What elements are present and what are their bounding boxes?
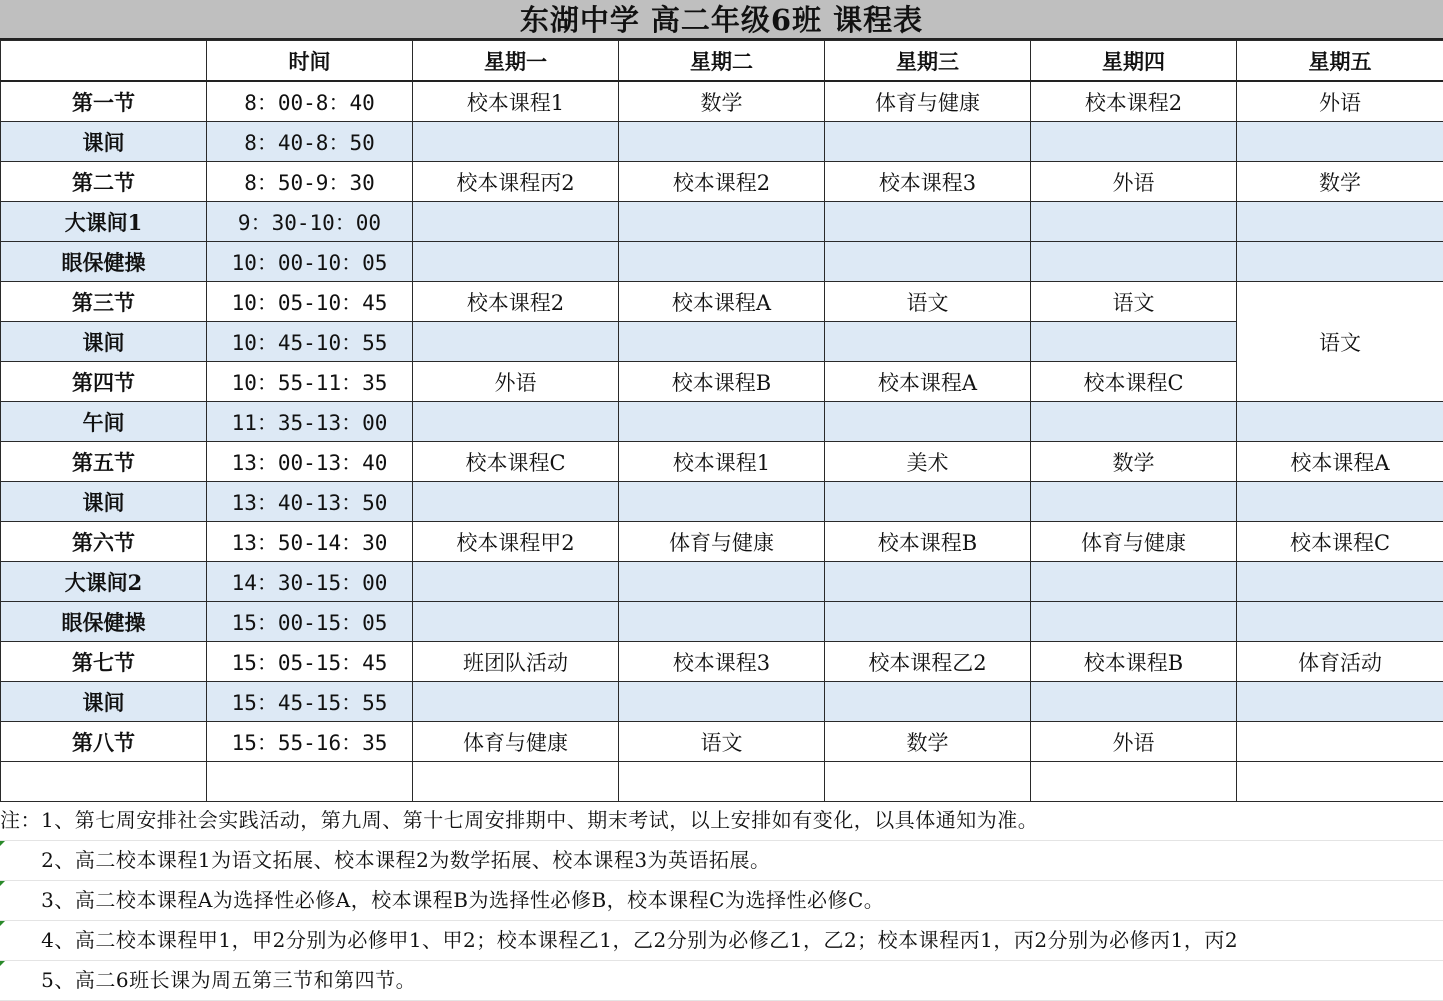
course-cell-tuesday (619, 322, 825, 362)
course-cell-monday: 校本课程1 (413, 81, 619, 122)
period-time: 10：55-11：35 (207, 362, 413, 402)
course-cell-friday (1237, 482, 1443, 522)
period-label: 课间 (1, 122, 207, 162)
course-cell-thursday (1031, 562, 1237, 602)
course-cell-monday: 校本课程C (413, 442, 619, 482)
course-cell-tuesday: 体育与健康 (619, 522, 825, 562)
course-cell-thursday (1031, 762, 1237, 802)
course-cell-wednesday: 美术 (825, 442, 1031, 482)
schedule-row (1, 162, 1443, 202)
cell-comment-marker-icon (0, 961, 5, 966)
schedule-row (1, 602, 1443, 642)
period-time: 8：50-9：30 (207, 162, 413, 202)
course-cell-thursday (1031, 602, 1237, 642)
period-label: 课间 (1, 322, 207, 362)
course-cell-friday (1237, 722, 1443, 762)
note-line (0, 921, 1443, 961)
course-cell-tuesday (619, 202, 825, 242)
course-cell-wednesday (825, 682, 1031, 722)
course-cell-monday (413, 482, 619, 522)
period-label: 大课间1 (1, 202, 207, 242)
course-cell-wednesday: 校本课程A (825, 362, 1031, 402)
schedule-row (1, 522, 1443, 562)
course-cell-thursday (1031, 402, 1237, 442)
course-cell-tuesday: 校本课程3 (619, 642, 825, 682)
period-label: 第六节 (1, 522, 207, 562)
note-line (0, 801, 1443, 841)
course-cell-wednesday: 校本课程B (825, 522, 1031, 562)
course-cell-thursday (1031, 122, 1237, 162)
header-friday: 星期五 (1237, 41, 1443, 82)
course-cell-wednesday (825, 402, 1031, 442)
schedule-table (0, 40, 1443, 802)
header-wednesday: 星期三 (825, 41, 1031, 82)
schedule-row (1, 362, 1443, 402)
course-cell-thursday: 外语 (1031, 722, 1237, 762)
course-cell-friday-merged: 语文 (1237, 282, 1443, 402)
schedule-row (1, 122, 1443, 162)
period-label: 第七节 (1, 642, 207, 682)
note-text: 5、高二6班长课为周五第三节和第四节。 (0, 968, 417, 992)
course-cell-thursday (1031, 242, 1237, 282)
course-cell-wednesday (825, 562, 1031, 602)
course-cell-monday (413, 762, 619, 802)
course-cell-tuesday: 校本课程A (619, 282, 825, 322)
period-label: 第四节 (1, 362, 207, 402)
header-blank (1, 41, 207, 82)
course-cell-tuesday (619, 122, 825, 162)
course-cell-friday (1237, 242, 1443, 282)
note-line (0, 961, 1443, 1001)
course-cell-friday (1237, 202, 1443, 242)
header-row (1, 41, 1443, 82)
course-cell-monday (413, 562, 619, 602)
cell-comment-marker-icon (0, 881, 5, 886)
schedule-row (1, 482, 1443, 522)
note-text: 2、高二校本课程1为语文拓展、校本课程2为数学拓展、校本课程3为英语拓展。 (0, 848, 771, 872)
course-cell-thursday (1031, 202, 1237, 242)
note-text: 注：1、第七周安排社会实践活动，第九周、第十七周安排期中、期末考试，以上安排如有变化，以具体通知为准。 (0, 808, 1039, 832)
note-text: 3、高二校本课程A为选择性必修A，校本课程B为选择性必修B，校本课程C为选择性必修C。 (0, 888, 885, 912)
schedule-row (1, 442, 1443, 482)
period-time: 15：45-15：55 (207, 682, 413, 722)
schedule-row (1, 282, 1443, 322)
header-monday: 星期一 (413, 41, 619, 82)
schedule-row (1, 562, 1443, 602)
schedule-row (1, 402, 1443, 442)
period-label: 第二节 (1, 162, 207, 202)
header-time: 时间 (207, 41, 413, 82)
course-cell-thursday: 语文 (1031, 282, 1237, 322)
period-label: 第一节 (1, 81, 207, 122)
period-label: 第八节 (1, 722, 207, 762)
note-line (0, 841, 1443, 881)
course-cell-monday (413, 402, 619, 442)
course-cell-friday (1237, 602, 1443, 642)
course-cell-wednesday (825, 322, 1031, 362)
course-cell-wednesday: 校本课程3 (825, 162, 1031, 202)
period-label: 课间 (1, 482, 207, 522)
course-cell-wednesday (825, 762, 1031, 802)
course-cell-thursday: 数学 (1031, 442, 1237, 482)
course-cell-wednesday: 语文 (825, 282, 1031, 322)
course-cell-wednesday (825, 202, 1031, 242)
course-cell-wednesday (825, 242, 1031, 282)
period-label: 午间 (1, 402, 207, 442)
cell-comment-marker-icon (0, 921, 5, 926)
course-cell-tuesday (619, 682, 825, 722)
course-cell-tuesday: 数学 (619, 81, 825, 122)
period-time: 9：30-10：00 (207, 202, 413, 242)
course-cell-thursday: 体育与健康 (1031, 522, 1237, 562)
period-time: 15：55-16：35 (207, 722, 413, 762)
course-cell-tuesday (619, 562, 825, 602)
period-time: 11：35-13：00 (207, 402, 413, 442)
course-cell-friday: 校本课程C (1237, 522, 1443, 562)
period-time: 13：50-14：30 (207, 522, 413, 562)
course-cell-monday: 校本课程丙2 (413, 162, 619, 202)
course-cell-tuesday (619, 602, 825, 642)
course-cell-friday (1237, 762, 1443, 802)
course-cell-monday (413, 682, 619, 722)
schedule-row (1, 762, 1443, 802)
course-cell-thursday: 外语 (1031, 162, 1237, 202)
course-cell-tuesday (619, 762, 825, 802)
course-cell-thursday: 校本课程C (1031, 362, 1237, 402)
period-time: 15：05-15：45 (207, 642, 413, 682)
period-label (1, 762, 207, 802)
schedule-row (1, 722, 1443, 762)
note-text: 4、高二校本课程甲1，甲2分别为必修甲1、甲2；校本课程乙1，乙2分别为必修乙1，乙2；校本课程丙1，丙2分别为必修丙1，丙2 (0, 928, 1239, 952)
period-time: 10：05-10：45 (207, 282, 413, 322)
cell-comment-marker-icon (0, 841, 5, 846)
schedule-body (1, 81, 1443, 802)
header-tuesday: 星期二 (619, 41, 825, 82)
course-cell-thursday: 校本课程2 (1031, 81, 1237, 122)
course-cell-tuesday (619, 242, 825, 282)
course-cell-wednesday (825, 122, 1031, 162)
period-label: 大课间2 (1, 562, 207, 602)
course-cell-tuesday: 语文 (619, 722, 825, 762)
course-cell-monday: 校本课程甲2 (413, 522, 619, 562)
course-cell-wednesday (825, 482, 1031, 522)
period-time: 13：40-13：50 (207, 482, 413, 522)
course-cell-tuesday: 校本课程2 (619, 162, 825, 202)
course-cell-monday (413, 322, 619, 362)
course-cell-wednesday: 校本课程乙2 (825, 642, 1031, 682)
period-label: 第三节 (1, 282, 207, 322)
period-time: 8：00-8：40 (207, 81, 413, 122)
course-cell-friday (1237, 122, 1443, 162)
course-cell-monday (413, 602, 619, 642)
period-time (207, 762, 413, 802)
course-cell-wednesday: 体育与健康 (825, 81, 1031, 122)
course-cell-monday: 校本课程2 (413, 282, 619, 322)
period-time: 10：00-10：05 (207, 242, 413, 282)
schedule-title: 东湖中学 高二年级6班 课程表 (0, 0, 1443, 40)
course-cell-thursday (1031, 482, 1237, 522)
notes-section (0, 801, 1443, 1001)
course-cell-thursday: 校本课程B (1031, 642, 1237, 682)
course-cell-thursday (1031, 322, 1237, 362)
schedule-row (1, 322, 1443, 362)
period-label: 课间 (1, 682, 207, 722)
course-cell-monday (413, 202, 619, 242)
course-cell-friday: 外语 (1237, 81, 1443, 122)
period-label: 眼保健操 (1, 602, 207, 642)
course-cell-friday (1237, 562, 1443, 602)
note-line (0, 881, 1443, 921)
course-cell-monday (413, 242, 619, 282)
period-label: 第五节 (1, 442, 207, 482)
course-cell-friday: 校本课程A (1237, 442, 1443, 482)
course-cell-friday (1237, 402, 1443, 442)
period-time: 8：40-8：50 (207, 122, 413, 162)
course-cell-thursday (1031, 682, 1237, 722)
course-cell-monday: 体育与健康 (413, 722, 619, 762)
schedule-row (1, 202, 1443, 242)
course-cell-tuesday (619, 402, 825, 442)
course-cell-friday: 数学 (1237, 162, 1443, 202)
schedule-row (1, 242, 1443, 282)
period-time: 13：00-13：40 (207, 442, 413, 482)
period-time: 15：00-15：05 (207, 602, 413, 642)
period-label: 眼保健操 (1, 242, 207, 282)
course-cell-friday: 体育活动 (1237, 642, 1443, 682)
course-cell-tuesday: 校本课程1 (619, 442, 825, 482)
course-cell-friday (1237, 682, 1443, 722)
course-cell-monday: 班团队活动 (413, 642, 619, 682)
course-cell-monday (413, 122, 619, 162)
course-cell-wednesday: 数学 (825, 722, 1031, 762)
course-cell-monday: 外语 (413, 362, 619, 402)
schedule-row (1, 682, 1443, 722)
period-time: 10：45-10：55 (207, 322, 413, 362)
header-thursday: 星期四 (1031, 41, 1237, 82)
course-cell-wednesday (825, 602, 1031, 642)
period-time: 14：30-15：00 (207, 562, 413, 602)
schedule-row (1, 81, 1443, 122)
course-cell-tuesday: 校本课程B (619, 362, 825, 402)
course-cell-tuesday (619, 482, 825, 522)
schedule-row (1, 642, 1443, 682)
